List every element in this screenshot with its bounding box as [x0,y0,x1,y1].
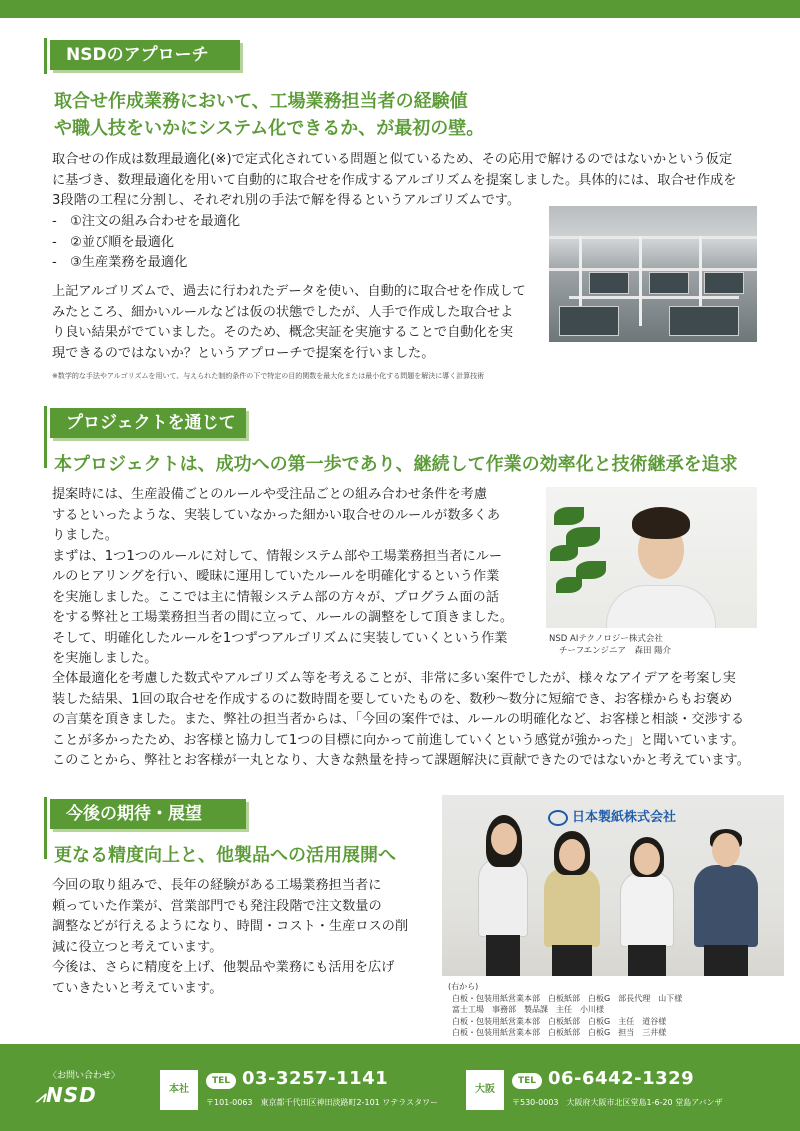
section1-footnote: ※数学的な手法やアルゴリズムを用いて、与えられた制約条件の下で特定の目的関数を最大化または最小化する問題を解決に導く計算技術 [52,372,485,380]
section1-headline-line: 取合せ作成業務において、工場業務担当者の経験値 [54,91,468,112]
photo-detail [704,945,748,976]
section1-paragraph2 [52,282,552,364]
logo-text: NSD [46,1083,97,1107]
caption-line: 白板・包装用紙営業本部 白板紙部 白板G 担当 三井様 [452,1028,667,1038]
section3-paragraph [52,876,432,999]
text-line: このことから、弊社とお客様が一丸となり、大きな熱量を持って課題解決に貢献できたのではないかと考えています。 [52,753,750,768]
section2-side-bar [44,406,47,468]
office1-tel-badge: TEL [206,1073,236,1089]
photo-detail [589,272,629,294]
section2-paragraph1 [52,485,534,670]
section1-list [52,212,532,274]
caption-person: チーフエンジニア 森田 陽介 [559,646,672,656]
text-line: 現できるのではないか？というアプローチで提案を行いました。 [52,345,435,361]
text-line: をする弊社と工場業務担当者の間に立って、ルールの調整をして頂きました。 [52,610,514,625]
section2-heading: プロジェクトを通じて [50,408,246,438]
office1-label: 本社 [160,1070,198,1110]
text-line: 調整などが行えるようになり、時間・コスト・生産ロスの削 [52,919,409,934]
section3-side-bar [44,797,47,859]
list-item-text: ②並び順を最適化 [69,234,175,250]
caption-company: NSD AIテクノロジー株式会社 [549,634,663,644]
section1-heading: NSDのアプローチ [50,40,240,70]
factory-photo [549,206,757,342]
photo-detail [649,272,689,294]
caption-line: 富士工場 事務部 製品課 主任 小川様 [452,1005,604,1015]
photo-detail [632,507,690,539]
photo-detail [486,935,520,976]
text-line: 提案時には、生産設備ごとのルールや受注品ごとの組み合わせ条件を考慮 [52,487,487,502]
text-line: ことが多かったため、お客様と協力して1つの目標に向かって前進していくという感覚が強かった」と聞いています。 [52,732,745,748]
section1-side-bar [44,38,47,74]
company-logo-icon [548,810,568,826]
photo-detail [606,585,716,628]
text-line: の言葉を頂きました。また、弊社の担当者からは、「今回の案件では、ルールの明確化など、お客様と相談・交渉する [52,712,745,727]
text-line: 全体最適化を考慮した数式やアルゴリズム等を考えることが、非常に多い案件でしたが、様々なアイデアを考案し実 [52,671,736,686]
photo-detail [544,867,600,947]
group-photo-sign [548,806,676,826]
caption-line: 白板・包装用紙営業本部 白板紙部 白板G 主任 道谷様 [452,1016,667,1026]
photo-detail [579,236,582,316]
office1-address: 〒101-0063 東京都千代田区神田淡路町2-101 ワテラスタワー [206,1098,439,1107]
office2-address: 〒530-0003 大阪府大阪市北区堂島1-6-20 堂島アバンザ [512,1098,723,1107]
engineer-caption [549,633,671,657]
text-line: 減に役立つと考えています。 [52,939,223,955]
nsd-logo [36,1083,97,1107]
section3-heading: 今後の期待・展望 [50,799,246,829]
photo-detail [628,945,666,976]
sign-text: 日本製紙株式会社 [572,810,677,825]
list-item-text: ③生産業務を最適化 [69,255,188,270]
text-line: 装した結果、1回の取合せを作成するのに数時間を要していたものを、数秒～数分に短縮でき、お客様からもお褒め [52,691,733,707]
section1-headline-line: や職人技をいかにシステム化できるか、が最初の壁。 [54,118,485,139]
photo-detail [634,843,660,875]
section2-headline: 本プロジェクトは、成功への第一歩であり、継続して作業の効率化と技術継承を追求 [54,454,738,475]
text-line: り良い結果がでていました。そのため、概念実証を実施することで自動化を実 [52,325,514,340]
photo-detail [694,865,758,947]
photo-detail [559,839,585,871]
photo-detail [699,236,702,316]
logo-mark-icon: ⩘ [36,1087,47,1106]
section1-headline [54,88,774,142]
text-line: りました。 [52,528,118,543]
text-line: するといったような、実装していなかった細かい取合せのルールが数多くあ [52,507,501,523]
photo-detail [669,306,739,336]
text-line: 上記アルゴリズムで、過去に行われたデータを使い、自動的に取合せを作成して [52,284,526,299]
photo-detail [620,871,674,947]
photo-detail [554,507,584,525]
text-line: 頼っていた作業が、営業部門でも発注段階で注文数量の [52,898,382,914]
text-line: 3段階の工程に分割し、それぞれ別の手法で解を得るというアルゴリズムです。 [52,193,521,208]
photo-detail [491,823,517,855]
text-line: に基づき、数理最適化を用いて自動的に取合せを作成するアルゴリズムを提案しました。具体的には、取合せ作成を [52,172,737,188]
office2-label: 大阪 [466,1070,504,1110]
text-line: ていきたいと考えています。 [52,980,223,996]
list-item: - ③生産業務を最適化 [52,255,188,270]
office2-tel-badge: TEL [512,1073,542,1089]
office1-tel[interactable]: 03-3257-1141 [242,1068,389,1089]
photo-detail [566,527,600,547]
photo-detail [704,272,744,294]
top-accent-bar [0,0,800,18]
list-item: - ②並び順を最適化 [52,234,175,250]
photo-detail [569,296,739,299]
footer-contact-label: 〈お問い合わせ〉 [48,1071,121,1081]
text-line: を実施しました。 [52,651,158,666]
text-line: ルのヒアリングを行い、曖昧に運用していたルールを明確化するという作業 [52,569,500,584]
office2-tel[interactable]: 06-6442-1329 [548,1068,695,1089]
list-item: - ①注文の組み合わせを最適化 [52,214,241,229]
photo-detail [552,945,592,976]
text-line: みたところ、細かいルールなどは仮の状態でしたが、人手で作成した取合せよ [52,304,514,320]
engineer-portrait-photo [546,487,757,628]
text-line: 今回の取り組みで、長年の経験がある工場業務担当者に [52,878,382,893]
photo-detail [556,577,582,593]
section2-paragraph2 [52,669,772,772]
caption-line: 白板・包装用紙営業本部 白板紙部 白板G 部長代理 山下様 [452,993,683,1003]
photo-detail [550,545,578,561]
section1-paragraph1 [52,150,764,212]
text-line: 今後は、さらに精度を上げ、他製品や業務にも活用を広げ [52,960,395,975]
caption-line: (右から) [448,982,479,991]
photo-detail [559,306,619,336]
photo-detail [712,833,740,867]
group-caption [448,981,682,1039]
list-item-text: ①注文の組み合わせを最適化 [69,214,241,229]
text-line: そして、明確化したルールを1つずつアルゴリズムに実装していくという作業 [52,630,508,646]
text-line: まずは、1つ1つのルールに対して、情報システム部や工場業務担当者にルー [52,548,503,564]
text-line: 取合せの作成は数理最適化(※)で定式化されている問題と似ているため、その応用で解けるのではないかという仮定 [52,152,733,167]
section3-headline: 更なる精度向上と、他製品への活用展開へ [54,845,396,866]
text-line: を実施しました。ここでは主に情報システム部の方々が、プログラム面の話 [52,589,499,605]
photo-detail [478,857,528,937]
photo-detail [639,236,642,326]
